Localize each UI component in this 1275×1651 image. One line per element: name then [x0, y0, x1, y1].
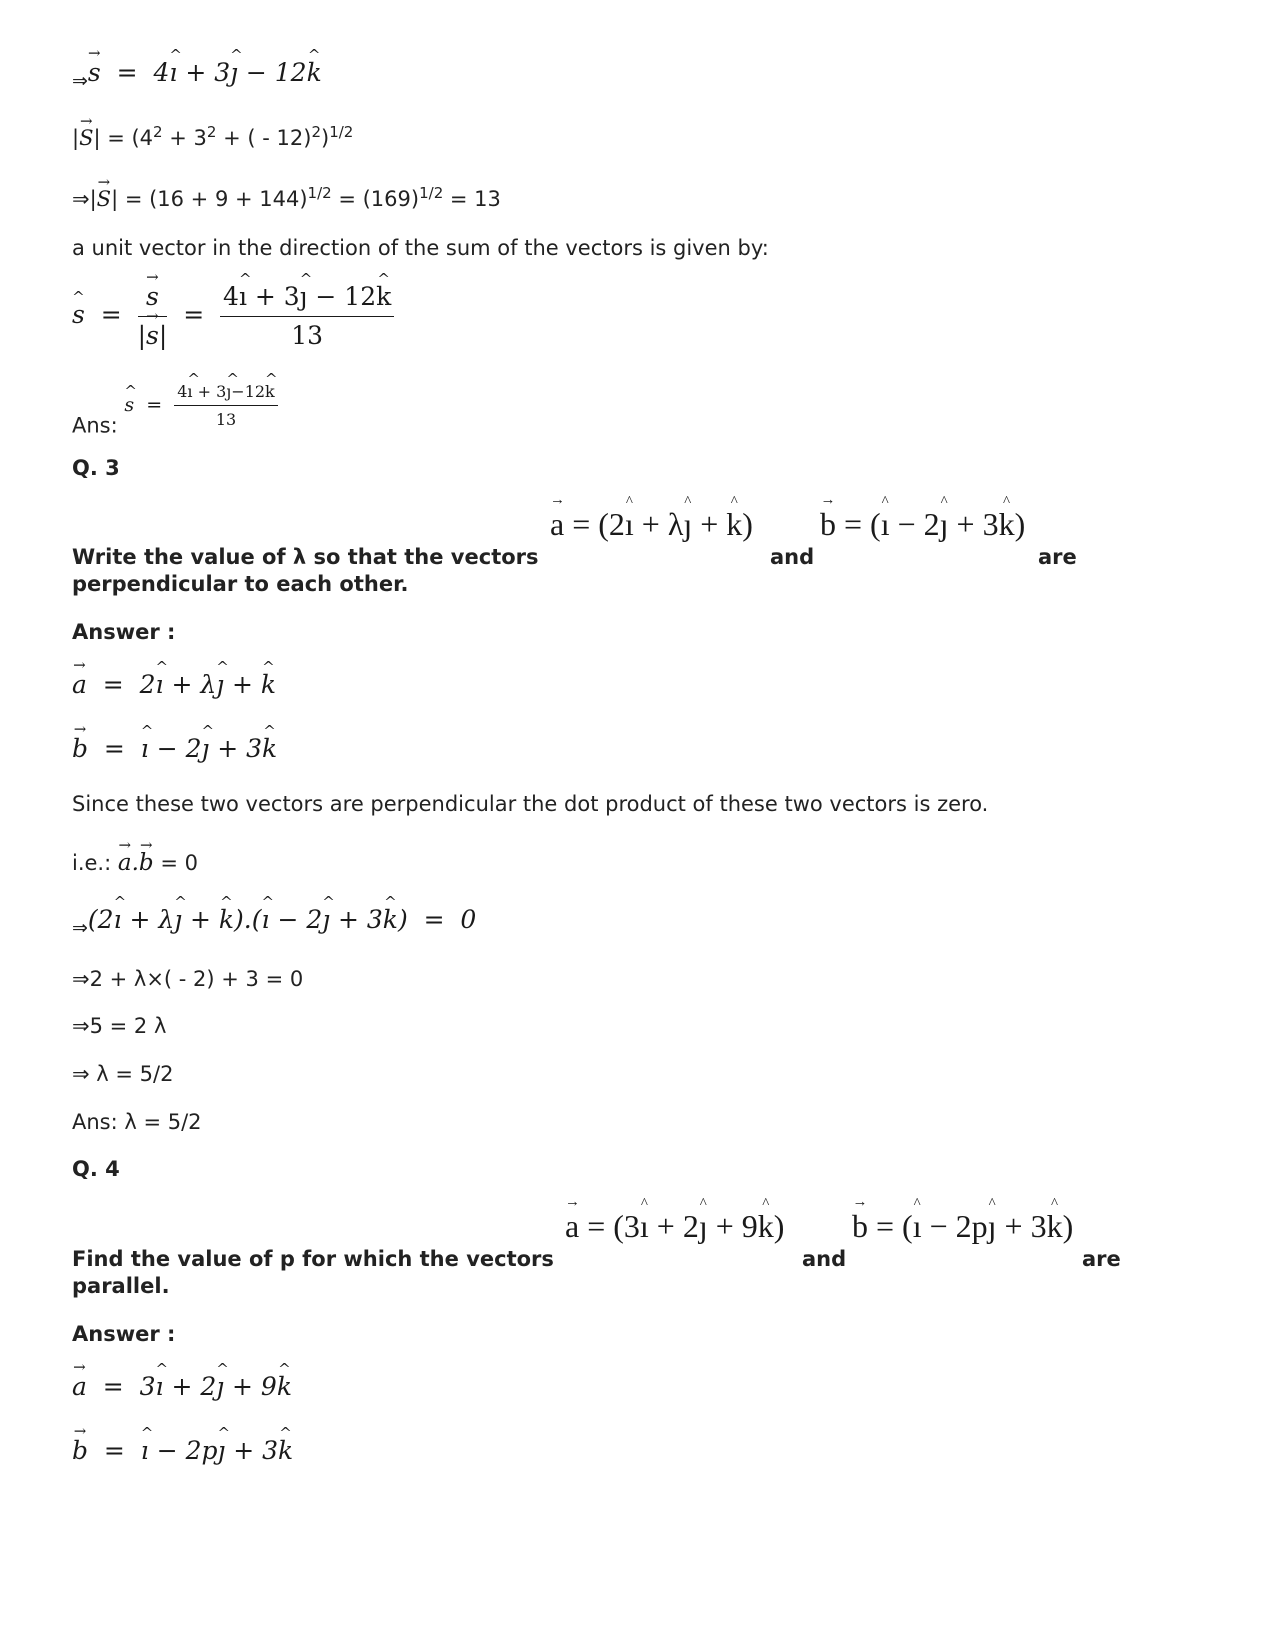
question-4-and: and	[802, 1247, 847, 1271]
question-3-a-equation: → a = 2^ ı + λ^ ȷ + ^ k	[72, 670, 276, 700]
question-3-vector-a: → a = (2^ ı + λ^ ȷ + ^ k)	[550, 505, 753, 543]
question-3-text-b: perpendicular to each other.	[72, 572, 409, 596]
s-magnitude-value: ⇒|→ $S| = (16 + 9 + 144)^{1/2} = (169)^{1/2} = 13$	[72, 187, 501, 212]
question-3-answer: Ans: λ = 5/2	[72, 1110, 202, 1134]
question-4-text-b: parallel.	[72, 1274, 170, 1298]
answer-label: Ans:	[72, 413, 118, 438]
question-3-step-3: ⇒ λ = 5/2	[72, 1062, 174, 1086]
answer-unit-vector: Ans: ^ s = $\frac{4\^{} ı + 3\^{} ȷ-12\^{} k}{13}$	[72, 382, 278, 439]
question-3-text-a: Write the value of λ so that the vectors	[72, 545, 539, 569]
question-4-b-equation: → b = ^ ı − 2p^ ȷ + 3^ k	[72, 1436, 293, 1466]
question-4-a-equation: → a = 3^ ı + 2^ ȷ + 9^ k	[72, 1372, 292, 1402]
question-3-and: and	[770, 545, 815, 569]
question-3-expansion: ⇒(2^ ı + λ^ ȷ + ^ k).(^ ı − 2^ ȷ + 3^ k) = 0	[72, 905, 476, 940]
question-3-vector-b: → b = (^ ı − 2^ ȷ + 3^ k)	[820, 505, 1025, 543]
question-3-are: are	[1038, 545, 1077, 569]
question-3-step-1: ⇒2 + λ×( - 2) + 3 = 0	[72, 967, 304, 991]
question-3-b-equation: → b = ^ ı − 2^ ȷ + 3^ k	[72, 734, 277, 764]
question-4-answer-label: Answer :	[72, 1322, 176, 1346]
s-magnitude-formula: |→ $S| = (4^2 + 3^2$ + ( - 12)$^2$)$^{1/2}$	[72, 126, 353, 151]
question-4-text-a: Find the value of p for which the vectors	[72, 1247, 554, 1271]
question-4-vector-b: → b = (^ ı − 2p^ ȷ + 3^ k)	[852, 1207, 1073, 1245]
question-4-vector-a: → a = (3^ ı + 2^ ȷ + 9^ k)	[565, 1207, 784, 1245]
ie-label: i.e.:	[72, 851, 112, 875]
question-3-step-2: ⇒5 = 2 λ	[72, 1014, 167, 1038]
question-3-label: Q. 3	[72, 456, 120, 480]
unit-vector-text: a unit vector in the direction of the sum of the vectors is given by:	[72, 236, 769, 260]
unit-vector-equation: ^ s = → $\frac{s}{|\to s|}$ = $\frac{4\^{} ı + 3\^{} ȷ - 12\^{} k}{13}$	[72, 282, 394, 351]
question-4-are: are	[1082, 1247, 1121, 1271]
s-sum-equation: ⇒→ s = 4^ ı + 3^ ȷ − 12^ k	[72, 58, 322, 93]
question-3-since-text: Since these two vectors are perpendicular the dot product of these two vectors is zero.	[72, 792, 989, 816]
question-3-answer-label: Answer :	[72, 620, 176, 644]
question-4-label: Q. 4	[72, 1157, 120, 1181]
question-3-dot-product: i.e.: → a.→ b = 0	[72, 850, 198, 878]
